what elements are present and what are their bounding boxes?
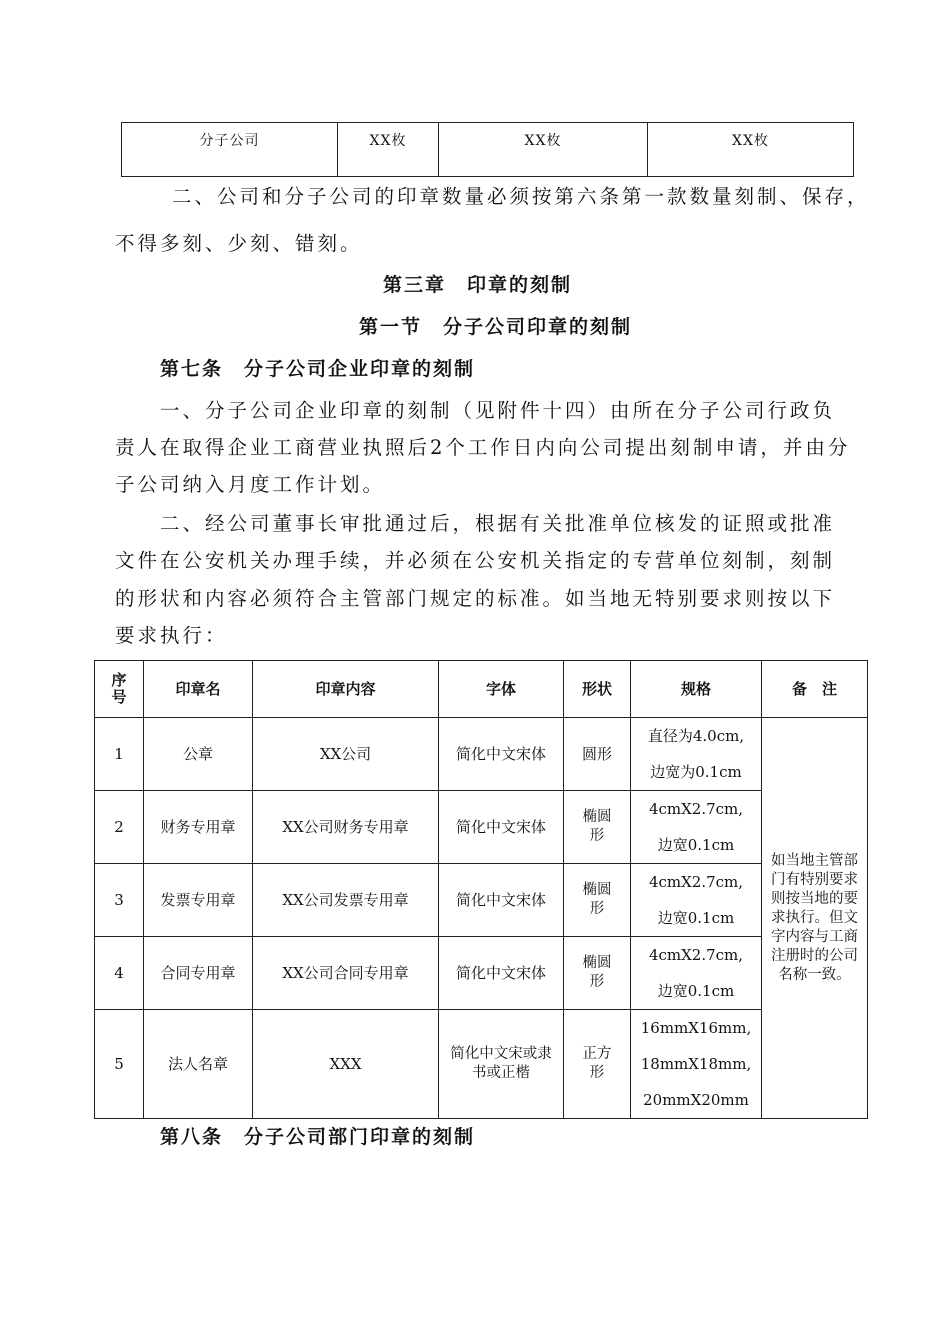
row-font: 简化中文宋或隶书或正楷 <box>439 1010 564 1119</box>
row-font: 简化中文宋体 <box>439 864 564 937</box>
row-name: 法人名章 <box>144 1010 253 1119</box>
row-content: XX公司 <box>253 718 439 791</box>
row-font: 简化中文宋体 <box>439 791 564 864</box>
chapter-heading: 第三章 印章的刻制 <box>383 274 573 296</box>
row-no: 1 <box>95 718 144 791</box>
row-spec: 4cmX2.7cm, 边宽0.1cm <box>631 937 762 1010</box>
row-spec: 直径为4.0cm, 边宽为0.1cm <box>631 718 762 791</box>
row-spec: 4cmX2.7cm, 边宽0.1cm <box>631 791 762 864</box>
row-shape: 圆形 <box>564 718 631 791</box>
table-row <box>95 1010 868 1119</box>
note-cell <box>762 718 868 1119</box>
table-row <box>95 937 868 1010</box>
paragraph-line: 要求执行： <box>115 624 228 647</box>
table-row <box>95 864 868 937</box>
paragraph-line: 文件在公安机关办理手续，并必须在公安机关指定的专营单位刻制，刻制 <box>115 549 836 572</box>
paragraph-line: 责人在取得企业工商营业执照后2个工作日内向公司提出刻制申请，并由分 <box>115 436 851 459</box>
row-spec: 4cmX2.7cm, 边宽0.1cm <box>631 864 762 937</box>
seal-quantity-table-fragment <box>121 122 854 177</box>
header-font: 字体 <box>439 661 564 718</box>
row-content: XX公司合同专用章 <box>253 937 439 1010</box>
header-name: 印章名 <box>144 661 253 718</box>
row-no: 3 <box>95 864 144 937</box>
table-row <box>122 123 854 177</box>
row-no: 4 <box>95 937 144 1010</box>
row-name: 财务专用章 <box>144 791 253 864</box>
row-name: 合同专用章 <box>144 937 253 1010</box>
paragraph-line: 不得多刻、少刻、错刻。 <box>115 232 363 255</box>
paragraph-line: 二、经公司董事长审批通过后，根据有关批准单位核发的证照或批准 <box>160 512 836 535</box>
row-no: 2 <box>95 791 144 864</box>
header-content: 印章内容 <box>253 661 439 718</box>
section-heading: 第一节 分子公司印章的刻制 <box>359 316 633 338</box>
row-font: 简化中文宋体 <box>439 937 564 1010</box>
seal-spec-table <box>94 660 868 1119</box>
count-cell: XX枚 <box>648 123 854 177</box>
paragraph-line: 一、分子公司企业印章的刻制（见附件十四）由所在分子公司行政负 <box>160 399 836 422</box>
paragraph-line: 二、公司和分子公司的印章数量必须按第六条第一款数量刻制、保存， <box>172 185 870 208</box>
row-content: XX公司发票专用章 <box>253 864 439 937</box>
entity-cell: 分子公司 <box>122 123 338 177</box>
count-cell: XX枚 <box>439 123 648 177</box>
row-name: 发票专用章 <box>144 864 253 937</box>
row-content: XXX <box>253 1010 439 1119</box>
header-spec: 规格 <box>631 661 762 718</box>
table-header-row <box>95 661 868 718</box>
row-content: XX公司财务专用章 <box>253 791 439 864</box>
paragraph-line: 的形状和内容必须符合主管部门规定的标准。如当地无特别要求则按以下 <box>115 587 836 610</box>
row-no: 5 <box>95 1010 144 1119</box>
row-shape: 椭圆形 <box>564 791 631 864</box>
count-cell: XX枚 <box>338 123 439 177</box>
article-heading: 第八条 分子公司部门印章的刻制 <box>160 1126 476 1148</box>
table-row <box>95 791 868 864</box>
header-shape: 形状 <box>564 661 631 718</box>
header-note: 备 注 <box>762 661 868 718</box>
row-spec: 16mmX16mm, 18mmX18mm, 20mmX20mm <box>631 1010 762 1119</box>
row-shape: 椭圆形 <box>564 864 631 937</box>
article-heading: 第七条 分子公司企业印章的刻制 <box>160 358 476 380</box>
note-text: 如当地主管部门有特别要求则按当地的要求执行。但文字内容与工商注册时的公司名称一致。 <box>771 852 858 983</box>
paragraph-line: 子公司纳入月度工作计划。 <box>115 473 386 496</box>
row-font: 简化中文宋体 <box>439 718 564 791</box>
table-row <box>95 718 868 791</box>
header-no: 序 号 <box>95 661 144 718</box>
row-shape: 椭圆形 <box>564 937 631 1010</box>
row-name: 公章 <box>144 718 253 791</box>
row-shape: 正方形 <box>564 1010 631 1119</box>
